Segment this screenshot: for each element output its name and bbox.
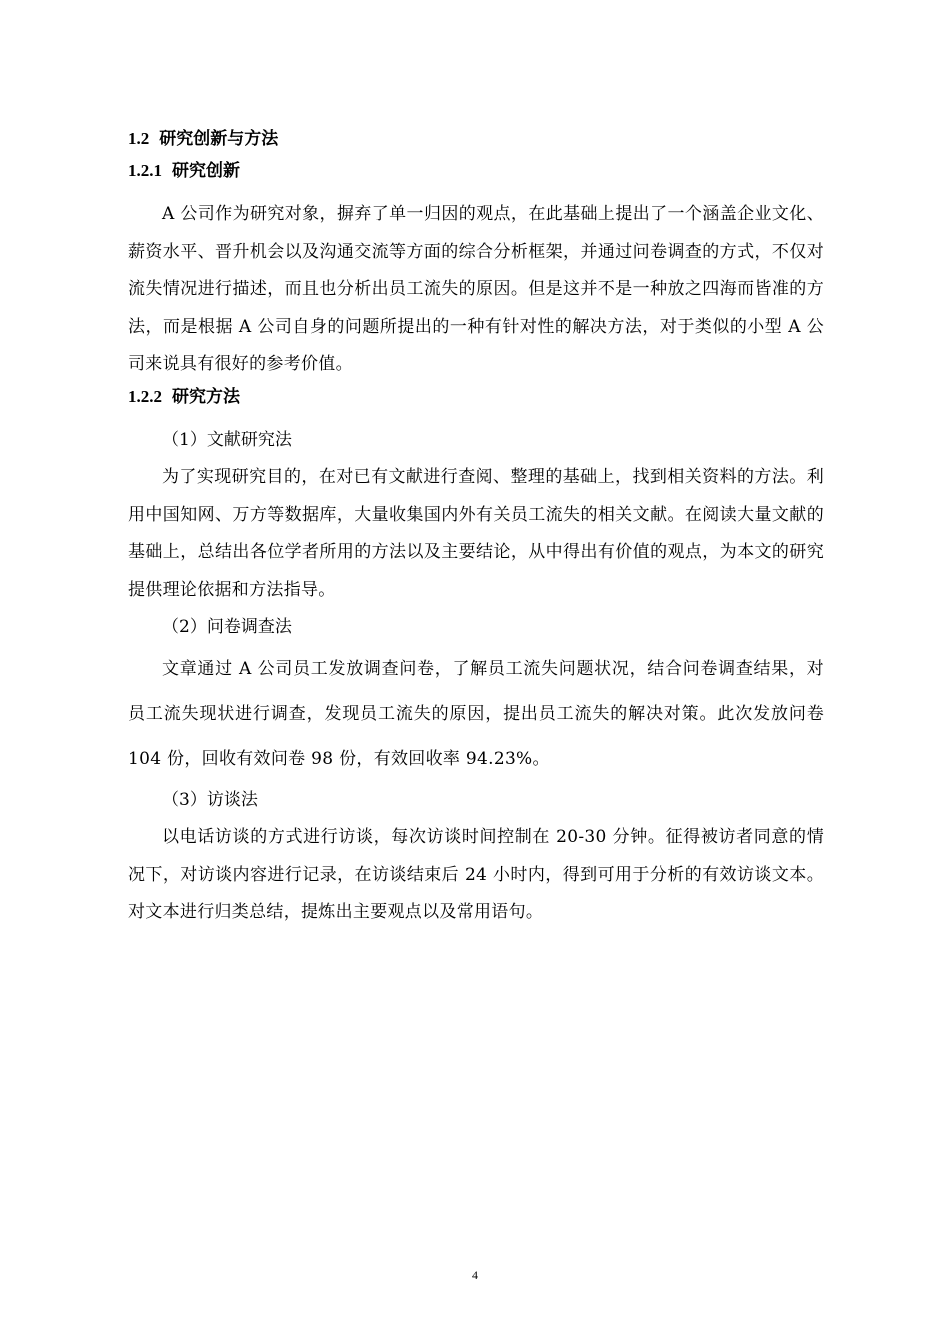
- method-label-interview: （3）访谈法: [162, 789, 258, 810]
- method-label-questionnaire: （2）问卷调查法: [162, 617, 292, 637]
- subsection-title: 研究方法: [172, 386, 240, 407]
- innovation-paragraph: A 公司作为研究对象，摒弃了单一归因的观点，在此基础上提出了一个涵盖企业文化、薪资水平、晋升机会以及沟通交流等方面的综合分析框架，并通过问卷调查的方式，不仅对流失情况进行描述，而且也分析出员工流失的原因。但是这并不是一种放之四海而皆准的方法，而是根据 A 公司自身的问题所提出的一种有针对性的解决方法，对于类似的小型 A 公司来说具有很好的参考价值。: [128, 204, 824, 374]
- subsection-number: 1.2.2: [128, 386, 162, 406]
- method-text-interview: 以电话访谈的方式进行访谈，每次访谈时间控制在 20-30 分钟。征得被访者同意的情况下，对访谈内容进行记录，在访谈结束后 24 小时内，得到可用于分析的有效访谈文本。对文本进行归类总结，提炼出主要观点以及常用语句。: [128, 827, 824, 922]
- page-number: 4: [472, 1268, 478, 1282]
- method-text-questionnaire: 文章通过 A 公司员工发放调查问卷，了解员工流失问题状况，结合问卷调查结果，对员工流失现状进行调查，发现员工流失的原因，提出员工流失的解决对策。此次发放问卷 104 份，回收有效问卷 98 份，有效回收率 94.23%。: [128, 658, 824, 769]
- page-content: [128, 128, 824, 932]
- method-label-literature: （1）文献研究法: [162, 429, 292, 450]
- subsection-heading-methods: [128, 386, 824, 422]
- section-title: 研究创新与方法: [159, 129, 279, 149]
- subsection-number: 1.2.1: [128, 161, 162, 180]
- subsection-title: 研究创新: [172, 161, 240, 181]
- section-number: 1.2: [128, 129, 150, 148]
- section-heading: [128, 128, 824, 160]
- method-text-literature: 为了实现研究目的，在对已有文献进行查阅、整理的基础上，找到相关资料的方法。利用中国知网、万方等数据库，大量收集国内外有关员工流失的相关文献。在阅读大量文献的基础上，总结出各位学者所用的方法以及主要结论，从中得出有价值的观点，为本文的研究提供理论依据和方法指导。: [128, 467, 824, 600]
- subsection-heading-innovation: [128, 160, 824, 196]
